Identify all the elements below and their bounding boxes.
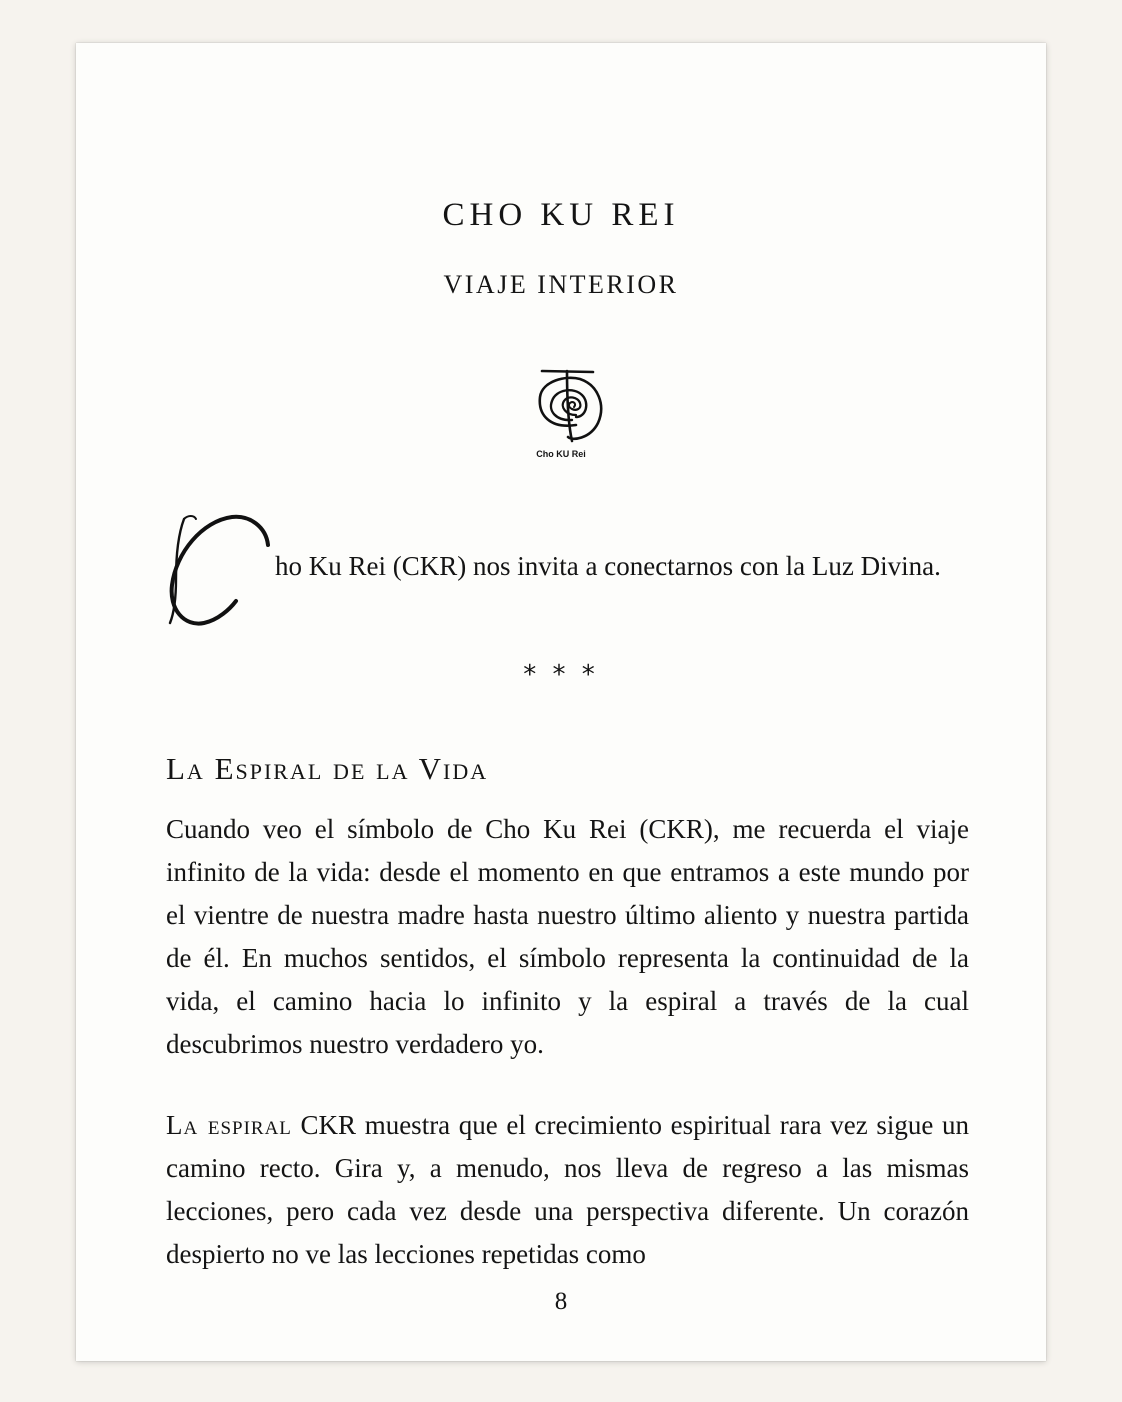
dropcap-text: ho Ku Rei (CKR) nos invita a conectarnos con la Luz Divina. xyxy=(275,551,941,581)
intro-paragraph xyxy=(275,545,969,587)
body-paragraph-2 xyxy=(166,1104,969,1276)
symbol-caption: Cho KU Rei xyxy=(536,449,586,459)
paragraph-lead-in: La espiral xyxy=(166,1110,292,1140)
body-paragraph-1: Cuando veo el símbolo de Cho Ku Rei (CKR), me recuerda el viaje infinito de la vida: desde el momento en que entramos a este mundo por el vientre de nuestra madre hasta nuestro último aliento y nuestra partida de él. En muchos sentidos, el símbolo representa la continuidad de la vida, el camino hacia lo infinito y la espiral a través de la cual descubrimos nuestro verdadero yo. xyxy=(166,814,969,1059)
section-separator: * * * xyxy=(523,660,599,690)
page-number: 8 xyxy=(554,1288,568,1315)
cho-ku-rei-symbol-icon xyxy=(510,323,612,463)
section-heading: La Espiral de la Vida xyxy=(166,751,489,786)
chapter-subtitle: VIAJE INTERIOR xyxy=(443,270,679,299)
paragraph-2-text: CKR muestra que el crecimiento espiritual rara vez sigue un camino recto. Gira y, a menudo, nos lleva de regreso a las mismas lecciones, pero cada vez desde una perspectiva diferente. Un corazón despierto no ve las lecciones repetidas como xyxy=(166,1110,969,1269)
dropcap-letter xyxy=(162,505,272,635)
book-page xyxy=(76,43,1046,1361)
chapter-title: CHO KU REI xyxy=(442,197,680,233)
